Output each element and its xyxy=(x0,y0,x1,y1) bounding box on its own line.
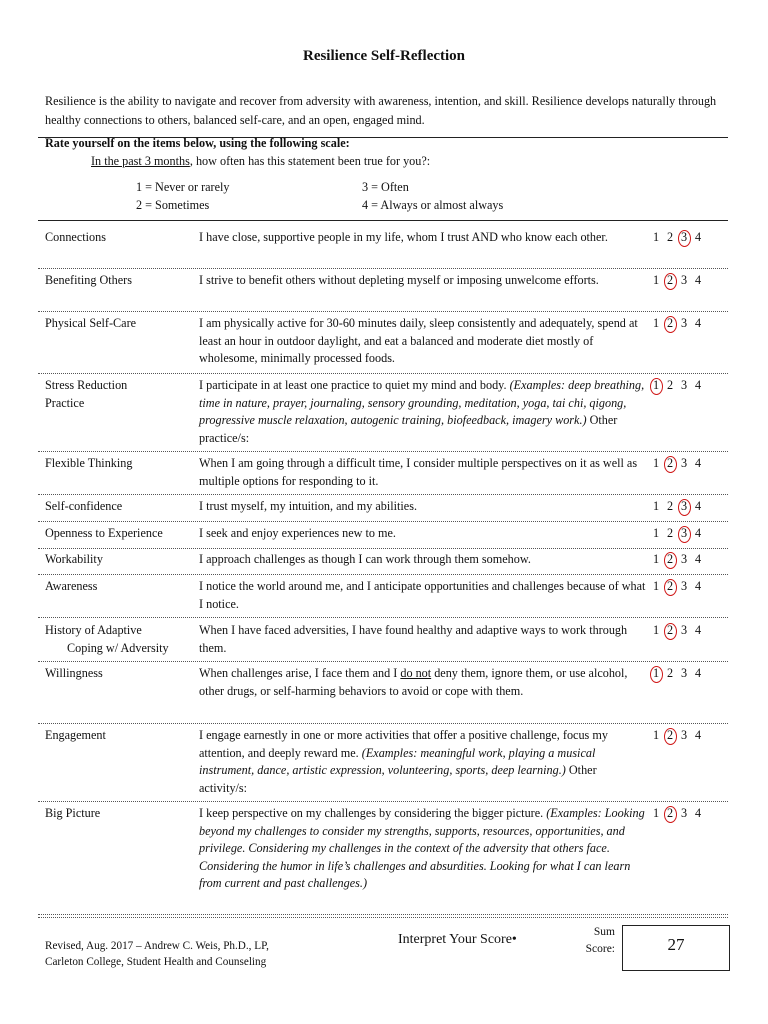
rating-option[interactable]: 3 xyxy=(680,552,688,566)
rating-option[interactable]: 4 xyxy=(694,316,702,330)
item-category xyxy=(45,272,195,290)
rating-option-selected[interactable]: 3 xyxy=(677,525,691,543)
rating-option[interactable]: 4 xyxy=(694,378,702,392)
item-category xyxy=(45,727,195,745)
rating-option[interactable]: 3 xyxy=(680,579,688,593)
table-row xyxy=(38,377,728,452)
statement-examples: (Examples: deep breathing, time in nature, prayer, journaling, sensory grounding, meditation, yoga, tai chi, qigong, progressive muscle relaxation, autogenic training, biofeedback, imagery work.) xyxy=(199,378,645,427)
rating-scale xyxy=(649,455,719,473)
rating-scale xyxy=(649,727,719,745)
item-category xyxy=(45,665,195,683)
rating-option[interactable]: 3 xyxy=(680,623,688,637)
statement-text: I notice the world around me, and I anticipate opportunities and challenges because of what I notice. xyxy=(199,579,646,611)
rating-question-rest: , how often has this statement been true for you?: xyxy=(189,154,431,168)
rating-option[interactable]: 1 xyxy=(652,499,660,513)
category-label-line-2: Practice xyxy=(45,395,85,410)
item-category xyxy=(45,455,195,473)
rating-option[interactable]: 1 xyxy=(652,526,660,540)
rating-scale xyxy=(649,525,719,543)
rating-scale xyxy=(649,551,719,569)
revision-note xyxy=(45,938,269,970)
item-category xyxy=(45,578,195,596)
rating-option[interactable]: 1 xyxy=(652,456,660,470)
rating-option[interactable]: 1 xyxy=(652,230,660,244)
rating-option[interactable]: 3 xyxy=(680,378,688,392)
divider xyxy=(38,917,728,918)
rating-option[interactable]: 4 xyxy=(694,552,702,566)
statement-text: I engage earnestly in one or more activities that offer a positive challenge, focus my attention, and deeply reward me. xyxy=(199,728,608,760)
rating-scale xyxy=(649,665,719,683)
row-divider xyxy=(38,661,728,662)
rating-option[interactable]: 2 xyxy=(666,526,674,540)
row-divider xyxy=(38,521,728,522)
rating-option-selected[interactable]: 2 xyxy=(663,622,677,640)
statement-text: I approach challenges as though I can work through them somehow. xyxy=(199,552,531,566)
rating-option[interactable]: 4 xyxy=(694,579,702,593)
statement-text: When I have faced adversities, I have found healthy and adaptive ways to work through them. xyxy=(199,623,628,655)
statement-examples: (Examples: Looking beyond my challenges to consider my strengths, supports, resources, opportunities, and privilege. Considering my challenges in the context of the adversity that others face. Considering the humor in life’s challenges and absurdities. Looking for what I can learn from current and past challenges.) xyxy=(199,806,645,890)
statement-tail: Other practice/s: xyxy=(199,413,618,445)
item-statement xyxy=(199,498,647,516)
rating-option[interactable]: 4 xyxy=(694,273,702,287)
time-frame: In the past 3 months xyxy=(91,154,190,168)
item-category xyxy=(45,551,195,569)
category-label: Big Picture xyxy=(45,806,101,820)
row-divider xyxy=(38,548,728,549)
rating-option-selected[interactable]: 2 xyxy=(663,315,677,333)
table-row xyxy=(38,315,728,374)
item-statement xyxy=(199,315,647,368)
divider xyxy=(38,220,728,221)
revision-line-2: Carleton College, Student Health and Counseling xyxy=(45,956,267,968)
item-statement xyxy=(199,578,647,613)
row-divider xyxy=(38,723,728,724)
rating-option[interactable]: 2 xyxy=(666,230,674,244)
statement-text: I trust myself, my intuition, and my abilities. xyxy=(199,499,418,513)
statement-text: When I am going through a difficult time, I consider multiple perspectives on it as well as multiple options for responding to it. xyxy=(199,456,638,488)
category-label: Benefiting Others xyxy=(45,273,132,287)
rating-scale xyxy=(649,622,719,640)
statement-tail: deny them, ignore them, or use alcohol, other drugs, or self-harming behaviors to avoid or cope with them. xyxy=(199,666,628,698)
category-label: Awareness xyxy=(45,579,98,593)
rating-scale xyxy=(649,315,719,333)
rating-question xyxy=(91,154,430,169)
rating-scale xyxy=(649,578,719,596)
row-divider xyxy=(38,311,728,312)
rating-option-selected[interactable]: 1 xyxy=(649,665,663,683)
rating-option-selected[interactable]: 2 xyxy=(663,455,677,473)
scale-3: 3 = Often xyxy=(362,180,409,194)
rating-option-selected[interactable]: 2 xyxy=(663,551,677,569)
row-divider xyxy=(38,801,728,802)
category-label: Openness to Experience xyxy=(45,526,163,540)
rating-option-selected[interactable]: 2 xyxy=(663,578,677,596)
rating-option[interactable]: 3 xyxy=(680,728,688,742)
row-divider xyxy=(38,494,728,495)
category-label: History of Adaptive xyxy=(45,623,142,637)
intro-paragraph: Resilience is the ability to navigate and recover from adversity with awareness, intention, and skill. Resilience develops naturally through healthy connections to others, balanced self-care, and an open, engaged mind. xyxy=(45,94,717,127)
rating-option[interactable]: 3 xyxy=(680,666,688,680)
statement-text: I am physically active for 30-60 minutes daily, sleep consistently and adequately, spend at least an hour in outdoor daylight, and eat a balanced and moderate diet mostly of wholesome, minimally processed foods. xyxy=(199,316,638,365)
rating-option-selected[interactable]: 1 xyxy=(649,377,663,395)
statement-text: When challenges arise, I face them and I xyxy=(199,666,401,680)
rating-heading: Rate yourself on the items below, using the following scale: xyxy=(45,136,350,150)
table-row xyxy=(38,805,728,915)
rating-option[interactable]: 4 xyxy=(694,806,702,820)
rating-option[interactable]: 4 xyxy=(694,623,702,637)
sum-label-line-2: Score: xyxy=(585,943,615,955)
rating-scale xyxy=(649,498,719,516)
rating-option-selected[interactable]: 3 xyxy=(677,229,691,247)
rating-option[interactable]: 1 xyxy=(652,316,660,330)
revision-line-1: Revised, Aug. 2017 – Andrew C. Weis, Ph.D., LP, xyxy=(45,940,269,952)
rating-option[interactable]: 4 xyxy=(694,456,702,470)
category-label: Stress Reduction xyxy=(45,378,128,392)
row-divider xyxy=(38,914,728,915)
table-row xyxy=(38,229,728,269)
rating-option[interactable]: 1 xyxy=(652,273,660,287)
rating-option[interactable]: 3 xyxy=(680,316,688,330)
category-label: Physical Self-Care xyxy=(45,316,137,330)
scale-1: 1 = Never or rarely xyxy=(136,180,230,194)
rating-option[interactable]: 2 xyxy=(666,666,674,680)
table-row xyxy=(38,455,728,495)
item-statement xyxy=(199,727,647,797)
category-label: Workability xyxy=(45,552,103,566)
item-statement xyxy=(199,377,647,447)
sum-score-label xyxy=(570,924,615,958)
rating-option[interactable]: 4 xyxy=(694,499,702,513)
bullet-mark: • xyxy=(511,932,517,947)
item-statement xyxy=(199,455,647,490)
item-category xyxy=(45,315,195,333)
row-divider xyxy=(38,451,728,452)
item-statement xyxy=(199,665,647,700)
item-category xyxy=(45,525,195,543)
statement-emphasis: do not xyxy=(400,666,432,680)
interpret-score-text: Interpret Your Score xyxy=(398,932,512,947)
row-divider xyxy=(38,268,728,269)
rating-option[interactable]: 4 xyxy=(694,728,702,742)
row-divider xyxy=(38,373,728,374)
rating-option[interactable]: 1 xyxy=(652,552,660,566)
rating-option[interactable]: 1 xyxy=(652,728,660,742)
rating-option[interactable]: 4 xyxy=(694,230,702,244)
statement-text: I participate in at least one practice to quiet my mind and body. xyxy=(199,378,510,392)
table-row xyxy=(38,622,728,662)
item-statement xyxy=(199,551,647,569)
table-row xyxy=(38,525,728,549)
rating-option-selected[interactable]: 3 xyxy=(677,498,691,516)
rating-option[interactable]: 2 xyxy=(666,378,674,392)
statement-text: I seek and enjoy experiences new to me. xyxy=(199,526,396,540)
statement-examples: (Examples: meaningful work, playing a musical instrument, dance, artistic expression, volunteering, sports, deep learning.) xyxy=(199,745,596,777)
rating-scale xyxy=(649,805,719,823)
item-statement xyxy=(199,622,647,657)
category-label: Connections xyxy=(45,230,106,244)
table-row xyxy=(38,498,728,522)
interpret-score-link[interactable] xyxy=(398,932,517,948)
category-label: Willingness xyxy=(45,666,103,680)
rating-option[interactable]: 3 xyxy=(680,273,688,287)
statement-text: I have close, supportive people in my life, whom I trust AND who know each other. xyxy=(199,230,608,244)
table-row xyxy=(38,551,728,575)
item-statement xyxy=(199,272,647,290)
rating-option-selected[interactable]: 2 xyxy=(663,727,677,745)
item-statement xyxy=(199,805,647,893)
table-row xyxy=(38,578,728,618)
row-divider xyxy=(38,617,728,618)
item-category xyxy=(45,498,195,516)
item-category xyxy=(45,805,195,823)
rating-scale xyxy=(649,229,719,247)
item-statement xyxy=(199,525,647,543)
table-row xyxy=(38,272,728,312)
sum-score-box[interactable]: 27 xyxy=(622,925,730,971)
row-divider xyxy=(38,574,728,575)
rating-option[interactable]: 4 xyxy=(694,666,702,680)
scale-4: 4 = Always or almost always xyxy=(362,198,504,212)
sum-label-line-1: Sum xyxy=(593,926,615,938)
statement-text: I strive to benefit others without depleting myself or imposing unwelcome efforts. xyxy=(199,273,599,287)
page-title: Resilience Self-Reflection xyxy=(302,48,466,64)
item-statement xyxy=(199,229,647,247)
category-label: Self-confidence xyxy=(45,499,123,513)
rating-option[interactable]: 4 xyxy=(694,526,702,540)
scale-2: 2 = Sometimes xyxy=(136,198,210,212)
item-category xyxy=(45,377,195,412)
table-row xyxy=(38,665,728,724)
statement-text: I keep perspective on my challenges by considering the bigger picture. xyxy=(199,806,547,820)
rating-option-selected[interactable]: 2 xyxy=(663,272,677,290)
rating-option[interactable]: 3 xyxy=(680,456,688,470)
category-label: Flexible Thinking xyxy=(45,456,133,470)
category-label-line-2: Coping w/ Adversity xyxy=(67,640,169,655)
statement-tail: Other activity/s: xyxy=(199,763,597,795)
table-row xyxy=(38,727,728,802)
rating-option[interactable]: 2 xyxy=(666,499,674,513)
rating-scale xyxy=(649,272,719,290)
item-category xyxy=(45,622,195,657)
rating-option[interactable]: 1 xyxy=(652,623,660,637)
rating-option[interactable]: 1 xyxy=(652,579,660,593)
rating-option-selected[interactable]: 2 xyxy=(663,805,677,823)
category-label: Engagement xyxy=(45,728,106,742)
rating-option[interactable]: 1 xyxy=(652,806,660,820)
rating-option[interactable]: 3 xyxy=(680,806,688,820)
item-category xyxy=(45,229,195,247)
rating-scale xyxy=(649,377,719,395)
